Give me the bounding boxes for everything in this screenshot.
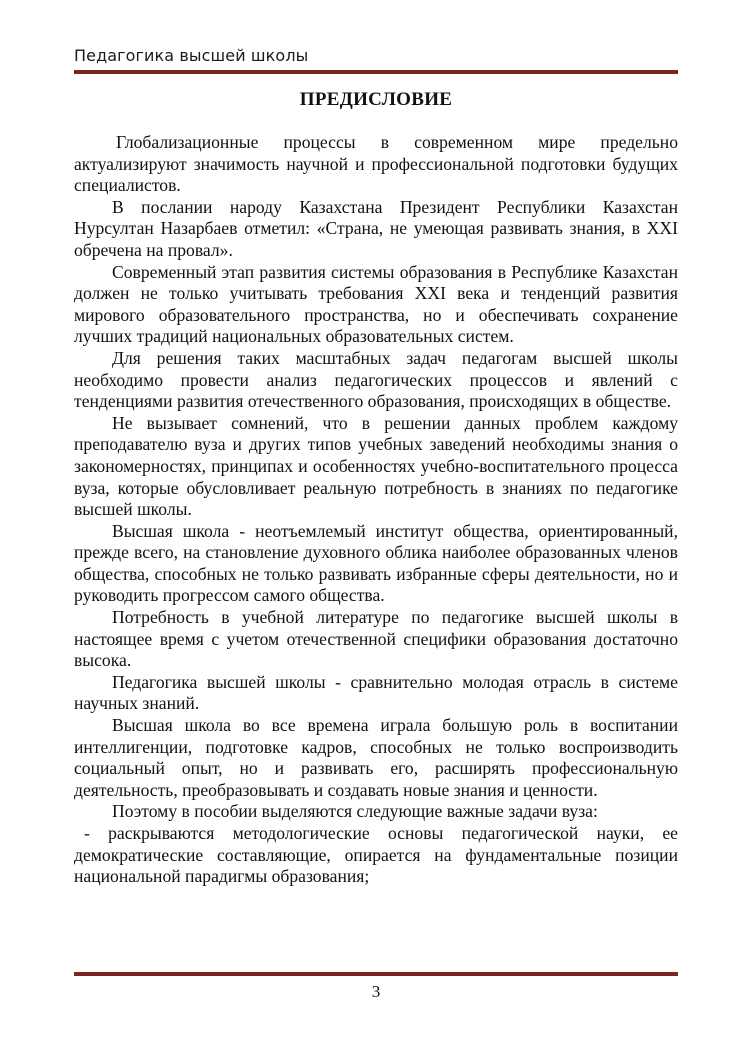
paragraph-7: Потребность в учебной литературе по педагогике высшей школы в настоящее время с учетом отечественной специфики образования достаточно высока. (74, 607, 678, 671)
running-header: Педагогика высшей школы (74, 46, 309, 65)
paragraph-10: Поэтому в пособии выделяются следующие важные задачи вуза: (112, 801, 598, 822)
header-divider (74, 70, 678, 74)
page-title: ПРЕДИСЛОВИЕ (299, 89, 453, 110)
paragraph-3: Современный этап развития системы образования в Республике Казахстан должен не только учитывать требования XXI века и тенденций развития мирового образовательного пространства, но и обеспечивать сохранение лучших традиций национальных образовательных систем. (74, 261, 678, 347)
paragraph-8: Педагогика высшей школы - сравнительно молодая отрасль в системе научных знаний. (74, 671, 678, 714)
paragraph-1: Глобализационные процессы в современном мире предельно актуализируют значимость научной и профессиональной подготовки будущих специалистов. (74, 132, 678, 196)
paragraph-5: Не вызывает сомнений, что в решении данных проблем каждому преподавателю вуза и других типов учебных заведений необходимы знания о закономерностях, принципах и особенностях учебно-воспитательного процесса вуза, которые обусловливает реальную потребность в знаниях по педагогике высшей школы. (74, 412, 678, 520)
paragraph-4: Для решения таких масштабных задач педагогам высшей школы необходимо провести анализ педагогических процессов и явлений с тенденциями развития отечественного образования, происходящих в обществе. (74, 347, 678, 412)
paragraph-11: - раскрываются методологические основы педагогической науки, ее демократические составляющие, опирается на фундаментальные позиции национальной парадигмы образования; (74, 823, 678, 887)
page-number: 3 (371, 982, 381, 1001)
footer-divider (74, 972, 678, 976)
paragraph-9: Высшая школа во все времена играла большую роль в воспитании интеллигенции, подготовке кадров, способных не только воспроизводить социальный опыт, но и развивать его, расширять профессиональную деятельность, преобразовывать и создавать новые знания и ценности. (74, 715, 678, 800)
paragraph-2: В послании народу Казахстана Президент Республики Казахстан Нурсултан Назарбаев отметил: «Страна, не умеющая развивать знания, в XXI обречена на провал». (74, 196, 678, 260)
body-text (74, 132, 678, 888)
paragraph-6: Высшая школа - неотъемлемый институт общества, ориентированный, прежде всего, на становление духовного облика наиболее образованных членов общества, способных не только развивать избранные сферы деятельности, но и руководить прогрессом самого общества. (74, 520, 678, 606)
